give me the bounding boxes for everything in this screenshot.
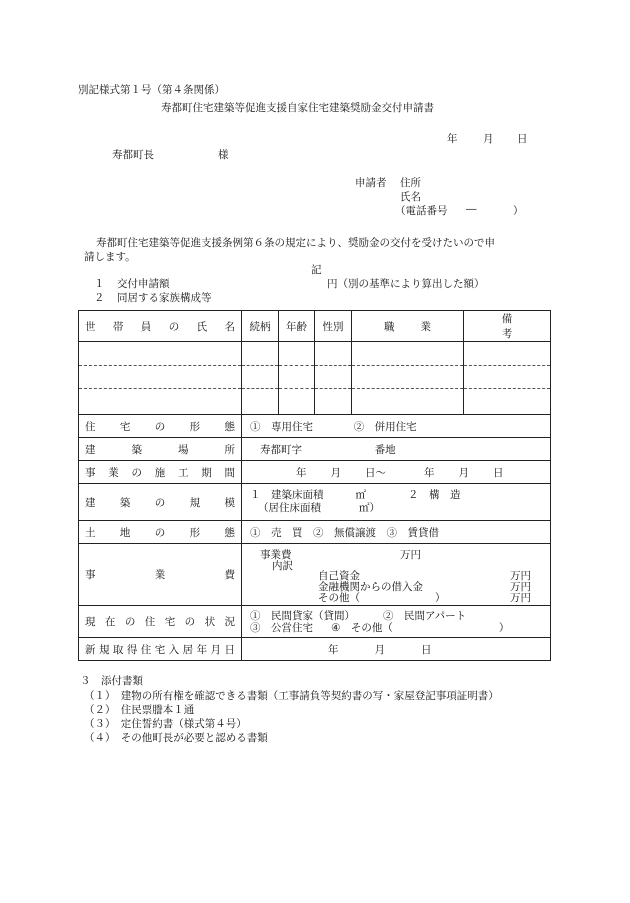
move-in-month: 月: [374, 643, 385, 656]
move-in-year: 年: [328, 643, 339, 656]
document-title: 寿都町住宅建築等促進支援自家住宅建築奨励金交付申請書: [161, 102, 434, 114]
current-option-4[interactable]: ④ その他（: [331, 621, 393, 634]
member-age-cell[interactable]: [279, 389, 315, 415]
housing-type-label: 住宅の形態: [79, 415, 242, 438]
applicant-name-label: 氏名: [400, 191, 421, 203]
build-site-value[interactable]: [242, 438, 551, 461]
period-end-year: 年: [424, 466, 435, 479]
cost-total-unit: 万円: [400, 548, 421, 561]
land-row: [79, 521, 551, 544]
attachments-heading: ３ 添付書類: [80, 675, 143, 687]
body-line-2: 請します。: [84, 251, 136, 263]
current-option-2[interactable]: ② 民間アパート: [383, 609, 467, 622]
cost-total-label: 事業費: [260, 548, 292, 561]
floor-area-label: １ 建築床面積: [250, 489, 324, 501]
work-period-row: [79, 461, 551, 484]
cost-breakdown-label: 内訳: [272, 559, 293, 572]
period-start-day: 日～: [365, 466, 386, 479]
structure-label: ２ 構 造: [408, 489, 461, 501]
cost-loan-unit: 万円: [510, 580, 531, 593]
item2-number: ２: [94, 292, 105, 304]
cost-label: 事業費: [79, 544, 242, 606]
form-number: 別記様式第１号（第４条関係）: [78, 84, 225, 96]
period-end-day: 日: [493, 466, 504, 479]
housing-option-2[interactable]: ② 併用住宅: [353, 420, 417, 433]
member-sex-cell[interactable]: [315, 342, 352, 366]
cost-value[interactable]: [242, 544, 551, 606]
cost-other-unit: 万円: [510, 591, 531, 604]
land-label: 土地の形態: [79, 521, 242, 544]
ki-heading: 記: [311, 264, 322, 276]
item2-label: 同居する家族構成等: [117, 292, 212, 304]
application-table: [78, 310, 551, 661]
attachment-item: （３） 定住誓約書（様式第４号）: [84, 718, 247, 730]
header-age: 年齢: [279, 311, 315, 342]
attachment-item: （２） 住民票謄本１通: [84, 704, 195, 716]
member-occupation-cell[interactable]: [352, 342, 464, 366]
housing-type-row: [79, 415, 551, 438]
housing-option-1[interactable]: ① 専用住宅: [250, 420, 313, 433]
header-remarks: 備考: [464, 311, 551, 342]
current-housing-options[interactable]: [242, 606, 551, 638]
member-sex-cell[interactable]: [315, 389, 352, 415]
member-remarks-cell[interactable]: [464, 366, 551, 389]
period-start-year: 年: [296, 466, 307, 479]
phone-close: ）: [513, 205, 524, 217]
applicant-phone-label: （電話番号: [395, 205, 448, 217]
honorific: 様: [218, 149, 229, 161]
cost-other: その他（: [318, 591, 360, 604]
cost-other-close: ）: [435, 591, 446, 604]
scale-label: 建築の規模: [79, 484, 242, 521]
table-header-row: [79, 311, 551, 342]
header-member-name: 世帯員の氏名: [79, 311, 242, 342]
current-housing-label: 現在の住宅の状況: [79, 606, 242, 638]
current-option-3[interactable]: ③ 公営住宅: [250, 621, 313, 634]
work-period-value[interactable]: [242, 461, 551, 484]
item1-number: １: [94, 278, 105, 290]
item1-label: 交付申請額: [117, 278, 170, 290]
member-name-cell[interactable]: [79, 366, 242, 389]
build-site-suffix: 番地: [374, 443, 396, 456]
member-name-cell[interactable]: [79, 389, 242, 415]
member-sex-cell[interactable]: [315, 366, 352, 389]
member-occupation-cell[interactable]: [352, 389, 464, 415]
floor-area-unit: ㎡: [355, 489, 366, 501]
date-year: 年: [447, 133, 458, 145]
date-day: 日: [517, 133, 528, 145]
member-row: [79, 389, 551, 415]
member-row: [79, 342, 551, 366]
cost-own-funds: 自己資金: [318, 569, 360, 582]
member-row: [79, 366, 551, 389]
move-in-label: 新規取得住宅入居年月日: [79, 638, 242, 661]
current-option-1[interactable]: ① 民間貸家（貸間）: [250, 609, 355, 622]
cost-row: [79, 544, 551, 606]
member-name-cell[interactable]: [79, 342, 242, 366]
body-line-1: 寿都町住宅建築等促進支援条例第６条の規定により、奨励金の交付を受けたいので申: [96, 237, 495, 249]
period-start-month: 月: [330, 466, 341, 479]
living-area-unit: ㎡）: [359, 502, 380, 514]
build-site-prefix: 寿都町字: [260, 443, 302, 456]
move-in-day: 日: [421, 643, 432, 656]
header-relation: 続柄: [242, 311, 279, 342]
item1-value: 円（別の基準により算出した額）: [327, 278, 485, 290]
member-age-cell[interactable]: [279, 366, 315, 389]
member-relation-cell[interactable]: [242, 389, 279, 415]
housing-type-options[interactable]: [242, 415, 551, 438]
member-remarks-cell[interactable]: [464, 342, 551, 366]
addressee: 寿都町長: [112, 149, 154, 161]
applicant-address-label: 住所: [400, 177, 421, 189]
build-site-row: [79, 438, 551, 461]
current-option-4-close: ）: [498, 621, 510, 634]
applicant-label: 申請者: [355, 177, 387, 189]
member-relation-cell[interactable]: [242, 366, 279, 389]
cost-own-unit: 万円: [510, 569, 531, 582]
header-occupation: 職業: [352, 311, 464, 342]
attachment-item: （４） その他町長が必要と認める書類: [84, 732, 268, 744]
scale-row: [79, 484, 551, 521]
member-remarks-cell[interactable]: [464, 389, 551, 415]
move-in-value[interactable]: [242, 638, 551, 661]
member-relation-cell[interactable]: [242, 342, 279, 366]
cost-loan: 金融機関からの借入金: [318, 580, 423, 593]
date-month: 月: [483, 133, 494, 145]
attachment-item: （１） 建物の所有権を確認できる書類（工事請負等契約書の写・家屋登記事項証明書）: [84, 690, 499, 702]
move-in-row: [79, 638, 551, 661]
header-sex: 性別: [315, 311, 352, 342]
work-period-label: 事業の施工期間: [79, 461, 242, 484]
living-area-label: （居住床面積: [258, 502, 321, 514]
current-housing-row: [79, 606, 551, 638]
member-occupation-cell[interactable]: [352, 366, 464, 389]
phone-dash: ―: [466, 203, 477, 215]
build-site-label: 建築場所: [79, 438, 242, 461]
period-end-month: 月: [458, 466, 469, 479]
scale-value[interactable]: [242, 484, 551, 521]
member-age-cell[interactable]: [279, 342, 315, 366]
land-options[interactable]: ① 売 買 ② 無償譲渡 ③ 賃貸借: [242, 521, 551, 544]
